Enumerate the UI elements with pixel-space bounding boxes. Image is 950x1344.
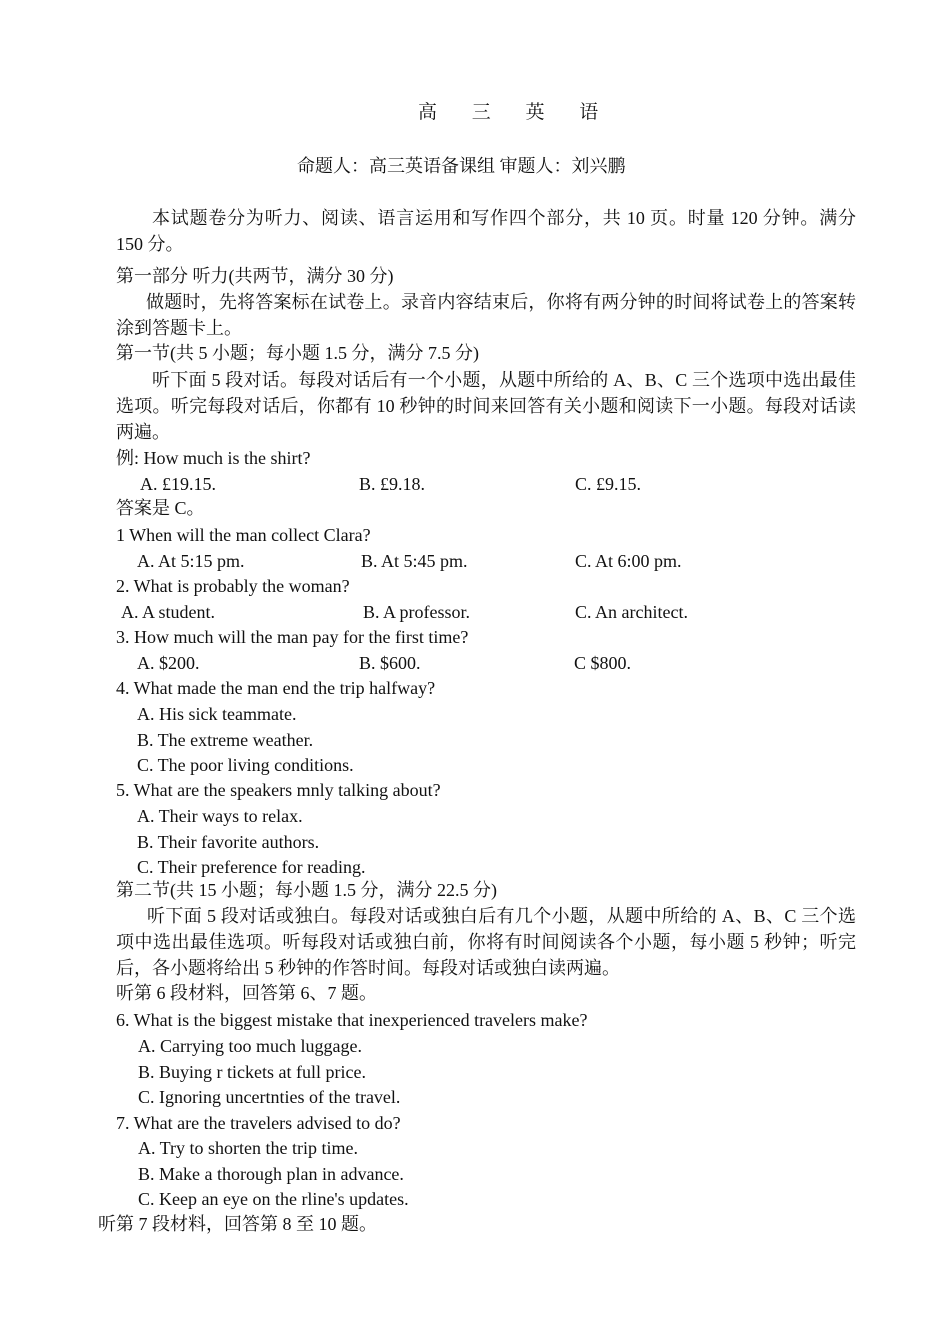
q5-option-a: A. Their ways to relax. [137,806,303,826]
q4-option-c: C. The poor living conditions. [137,755,354,775]
example-option-c: C. £9.15. [575,474,642,494]
section1-instruction: 听下面 5 段对话。每段对话后有一个小题，从题中所给的 A、B、C 三个选项中选出最佳选项。听完每段对话后，你都有 10 秒钟的时间来回答有关小题和阅读下一小题。每段对话读两遍。 [116,370,856,442]
q3-option-c: C $800. [574,653,632,673]
q3-option-b: B. $600. [359,653,421,673]
q2-option-b: B. A professor. [363,602,471,622]
section1-heading: 第一节(共 5 小题；每小题 1.5 分，满分 7.5 分) [116,343,479,363]
question-5: 5. What are the speakers mnly talking about? [116,780,441,800]
page-title: 高 三 英 语 [418,102,614,123]
example-option-a: A. £19.15. [140,474,216,494]
material-7-note: 听第 7 段材料，回答第 8 至 10 题。 [98,1214,377,1234]
q5-option-c: C. Their preference for reading. [137,857,366,877]
part1-instruction: 做题时，先将答案标在试卷上。录音内容结束后，你将有两分钟的时间将试卷上的答案转涂到答题卡上。 [116,292,856,338]
q5-option-b: B. Their favorite authors. [137,832,320,852]
example-answer: 答案是 C。 [116,498,205,518]
question-3: 3. How much will the man pay for the first time? [116,627,469,647]
q4-option-b: B. The extreme weather. [137,730,314,750]
q2-option-a: A. A student. [121,602,216,622]
q2-option-c: C. An architect. [575,602,688,622]
question-2: 2. What is probably the woman? [116,576,350,596]
q7-option-b: B. Make a thorough plan in advance. [138,1164,404,1184]
example-question: 例: How much is the shirt? [116,448,311,468]
material-6-note: 听第 6 段材料，回答第 6、7 题。 [116,983,377,1003]
section2-instruction: 听下面 5 段对话或独白。每段对话或独白后有几个小题，从题中所给的 A、B、C 三个选项中选出最佳选项。听每段对话或独白前，你将有时间阅读各个小题，每小题 5 秒钟；听完后，各小题将给出 5 秒钟的作答时间。每段对话或独白读两遍。 [116,906,856,978]
q6-option-a: A. Carrying too much luggage. [138,1036,362,1056]
question-7: 7. What are the travelers advised to do? [116,1113,401,1133]
q6-option-b: B. Buying r tickets at full price. [138,1062,366,1082]
q1-option-b: B. At 5:45 pm. [361,551,468,571]
question-4: 4. What made the man end the trip halfway? [116,678,436,698]
question-1: 1 When will the man collect Clara? [116,525,371,545]
authors-line: 命题人：高三英语备课组 审题人：刘兴鹏 [297,156,626,176]
q3-option-a: A. $200. [137,653,200,673]
part1-heading: 第一部分 听力(共两节，满分 30 分) [116,266,394,286]
q6-option-c: C. Ignoring uncertnties of the travel. [138,1087,401,1107]
section2-heading: 第二节(共 15 小题；每小题 1.5 分，满分 22.5 分) [116,880,497,900]
q1-option-a: A. At 5:15 pm. [137,551,245,571]
intro-paragraph: 本试题卷分为听力、阅读、语言运用和写作四个部分，共 10 页。时量 120 分钟。满分 150 分。 [116,208,856,254]
question-6: 6. What is the biggest mistake that inexperienced travelers make? [116,1010,588,1030]
example-option-b: B. £9.18. [359,474,426,494]
q4-option-a: A. His sick teammate. [137,704,297,724]
q1-option-c: C. At 6:00 pm. [575,551,682,571]
q7-option-a: A. Try to shorten the trip time. [138,1138,358,1158]
q7-option-c: C. Keep an eye on the rline's updates. [138,1189,409,1209]
